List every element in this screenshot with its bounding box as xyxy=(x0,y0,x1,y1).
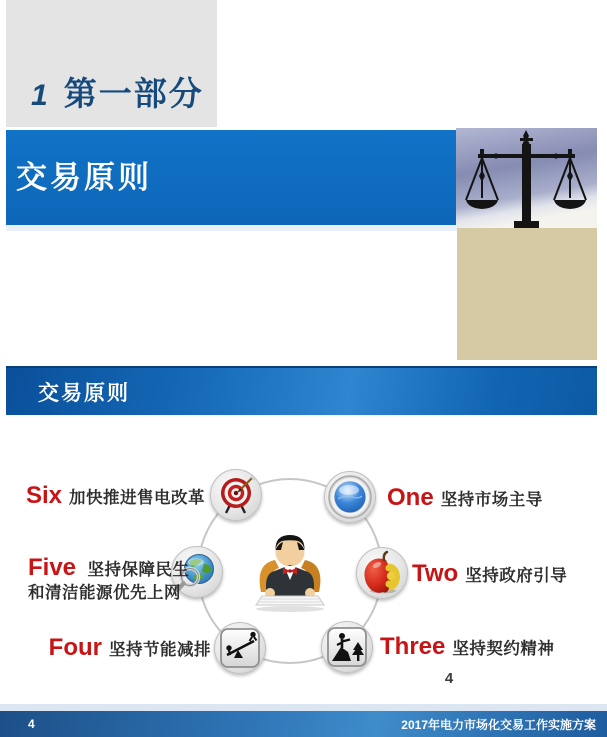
principle-three-text: 坚持契约精神 xyxy=(452,640,555,658)
section-header-text: 交易原则 xyxy=(38,381,130,405)
title-banner-text: 交易原则 xyxy=(16,160,152,195)
principle-five-label: Five xyxy=(28,554,77,581)
footer-title: 2017年电力市场化交易工作实施方案 xyxy=(401,717,596,732)
page-number: 4 xyxy=(444,670,454,687)
businessman-icon xyxy=(245,530,335,620)
section-kicker xyxy=(31,68,204,115)
principle-two-label: Two xyxy=(412,560,459,587)
principle-four xyxy=(49,634,211,662)
principle-four-text: 坚持节能减排 xyxy=(109,641,211,659)
principle-two xyxy=(412,560,567,588)
hiker-icon xyxy=(321,621,373,673)
dartboard-icon xyxy=(210,469,262,521)
principle-three xyxy=(380,633,554,661)
principle-six-text: 加快推进售电改革 xyxy=(69,489,205,507)
principle-six xyxy=(26,482,205,510)
principle-five xyxy=(28,554,190,605)
tan-block xyxy=(457,228,597,360)
scales-of-justice-image xyxy=(456,128,597,228)
principle-one-label: One xyxy=(387,484,434,511)
principle-two-text: 坚持政府引导 xyxy=(465,567,568,585)
principle-one-text: 坚持市场主导 xyxy=(440,491,543,509)
principle-three-label: Three xyxy=(380,633,446,660)
footer-bar xyxy=(0,711,607,737)
section-header-banner xyxy=(6,366,597,415)
principle-five-text: 坚持保障民生 xyxy=(87,561,190,579)
blue-orb-icon xyxy=(324,471,376,523)
seesaw-icon xyxy=(214,622,266,674)
footer-page-number: 4 xyxy=(28,717,35,731)
footer-top-strip xyxy=(0,704,607,711)
principle-four-label: Four xyxy=(48,634,102,661)
principle-six-label: Six xyxy=(25,482,62,509)
principle-five-text-line2: 和清洁能源优先上网 xyxy=(28,584,181,602)
principle-one xyxy=(387,484,543,512)
section-title: 第一部分 xyxy=(63,75,204,112)
section-number: 1 xyxy=(31,79,48,112)
apple-icon xyxy=(356,547,408,599)
